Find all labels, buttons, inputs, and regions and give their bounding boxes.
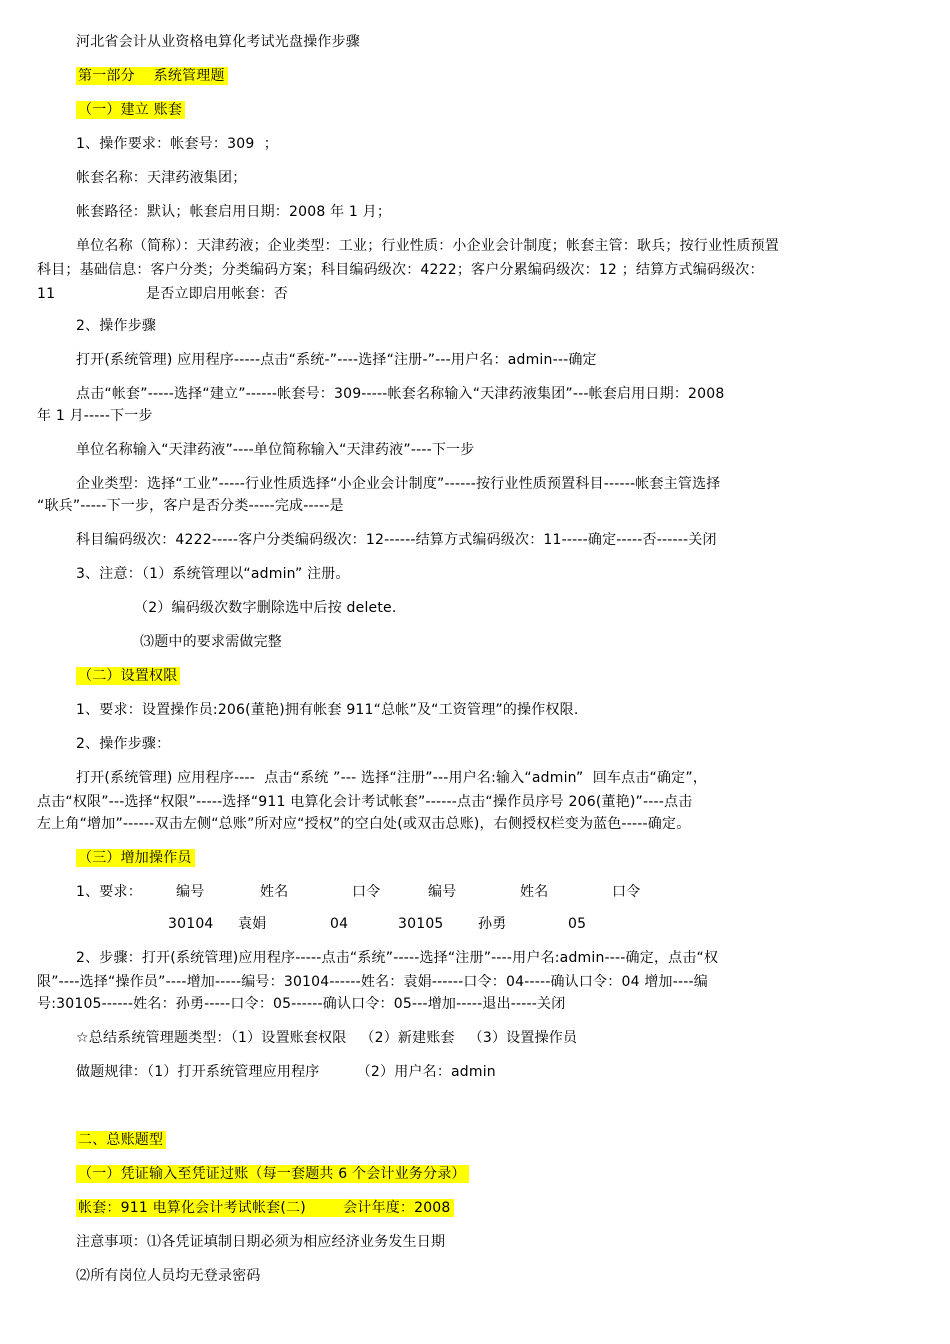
document-title: 河北省会计从业资格电算化考试光盘操作步骤 xyxy=(76,34,360,50)
section3-requirement-label: 1、要求： xyxy=(76,884,142,900)
rule-line: 做题规律：（1）打开系统管理应用程序 （2）用户名：admin xyxy=(76,1064,496,1080)
part2-heading xyxy=(76,1130,166,1150)
part1-heading-text: 第一部分 系统管理题 xyxy=(76,67,228,85)
section3-heading-text: （三）增加操作员 xyxy=(76,849,195,867)
part2-account-text: 帐套：911 电算化会计考试帐套(二) 会计年度：2008 xyxy=(76,1199,454,1217)
operator-header-name-2: 姓名 xyxy=(520,884,549,900)
operator-value-password-1: 04 xyxy=(330,916,349,932)
section1-step5: 科目编码级次：4222-----客户分类编码级次：12------结算方式编码级次：11-----确定-----否------关闭 xyxy=(76,532,717,548)
operator-header-password-1: 口令 xyxy=(352,884,381,900)
operator-value-id-2: 30105 xyxy=(398,916,444,932)
section1-unit-line3b: 是否立即启用帐套：否 xyxy=(146,286,288,302)
section1-step2-line1: 点击“帐套”-----选择“建立”------帐套号：309-----帐套名称输入“天津药液集团”---帐套启用日期：2008 xyxy=(76,386,725,402)
section1-step4-line2: “耿兵”-----下一步，客户是否分类-----完成-----是 xyxy=(37,498,344,514)
operator-header-id-2: 编号 xyxy=(428,884,457,900)
section1-account-path: 帐套路径：默认；帐套启用日期：2008 年 1 月； xyxy=(76,204,392,220)
section3-step-line2: 限”----选择“操作员”----增加-----编号：30104------姓名：袁娟------口令：04-----确认口令：04 增加----编 xyxy=(37,974,708,990)
section1-step3: 单位名称输入“天津药液”----单位简称输入“天津药液”----下一步 xyxy=(76,442,475,458)
section2-steps-title: 2、操作步骤： xyxy=(76,736,171,752)
section3-step-line3: 号:30105------姓名：孙勇-----口令：05------确认口令：05---增加-----退出-----关闭 xyxy=(37,996,566,1012)
operator-header-name-1: 姓名 xyxy=(260,884,289,900)
section1-steps-title: 2、操作步骤 xyxy=(76,318,157,334)
operator-header-id-1: 编号 xyxy=(176,884,205,900)
operator-value-id-1: 30104 xyxy=(168,916,214,932)
part2-note1: 注意事项：⑴各凭证填制日期必须为相应经济业务发生日期 xyxy=(76,1234,446,1250)
section3-heading xyxy=(76,848,195,868)
section1-step1: 打开(系统管理) 应用程序-----点击“系统-”----选择“注册-”---用户名：admin---确定 xyxy=(76,352,597,368)
part2-section1-heading-text: （一）凭证输入至凭证过账（每一套题共 6 个会计业务分录） xyxy=(76,1165,469,1183)
section1-step2-line2: 年 1 月-----下一步 xyxy=(37,408,153,424)
section2-requirement: 1、要求：设置操作员:206(董艳)拥有帐套 911“总帐”及“工资管理”的操作权限. xyxy=(76,702,579,718)
section1-step4-line1: 企业类型：选择“工业”-----行业性质选择“小企业会计制度”------按行业性质预置科目------帐套主管选择 xyxy=(76,476,721,492)
part2-section1-heading xyxy=(76,1164,469,1184)
part1-heading xyxy=(76,66,228,86)
section1-heading xyxy=(76,100,185,120)
operator-header-password-2: 口令 xyxy=(612,884,641,900)
section2-heading xyxy=(76,666,180,686)
section1-unit-line2: 科目；基础信息：客户分类；分类编码方案；科目编码级次：4222；客户分累编码级次：12 ；结算方式编码级次： xyxy=(37,262,764,278)
section1-heading-text: （一）建立 账套 xyxy=(76,101,185,119)
section1-note3: ⑶题中的要求需做完整 xyxy=(140,634,282,650)
section2-step-line1: 打开(系统管理) 应用程序---- 点击“系统 ”--- 选择“注册”---用户名:输入“admin” 回车点击“确定”， xyxy=(76,770,708,786)
section2-step-line2: 点击“权限”---选择“权限”-----选择“911 电算化会计考试帐套”------点击“操作员序号 206(董艳)”----点击 xyxy=(37,794,693,810)
section1-account-name: 帐套名称：天津药液集团； xyxy=(76,170,247,186)
section3-step-line1: 2、步骤：打开(系统管理)应用程序-----点击“系统”-----选择“注册”----用户名:admin----确定，点击“权 xyxy=(76,950,719,966)
section2-heading-text: （二）设置权限 xyxy=(76,667,180,685)
part2-note2: ⑵所有岗位人员均无登录密码 xyxy=(76,1268,261,1284)
section1-requirement: 1、操作要求：帐套号：309 ； xyxy=(76,136,278,152)
section2-step-line3: 左上角“增加”------双击左侧“总账”所对应“授权”的空白处(或双击总账)，右侧授权栏变为蓝色-----确定。 xyxy=(37,816,691,832)
section1-note1: 3、注意：（1）系统管理以“admin” 注册。 xyxy=(76,566,350,582)
operator-value-name-1: 袁娟 xyxy=(238,916,267,932)
operator-value-name-2: 孙勇 xyxy=(478,916,507,932)
part2-account-line xyxy=(76,1198,454,1218)
section1-note2: （2）编码级次数字删除选中后按 delete. xyxy=(134,600,397,616)
part2-heading-text: 二、总账题型 xyxy=(76,1131,166,1149)
operator-value-password-2: 05 xyxy=(568,916,587,932)
section1-unit-line1: 单位名称（简称）：天津药液；企业类型：工业；行业性质：小企业会计制度；帐套主管：耿兵；按行业性质预置 xyxy=(76,238,779,254)
summary-line: ☆总结系统管理题类型：（1）设置账套权限 （2）新建账套 （3）设置操作员 xyxy=(76,1030,578,1046)
section1-unit-line3a: 11 xyxy=(37,286,56,302)
